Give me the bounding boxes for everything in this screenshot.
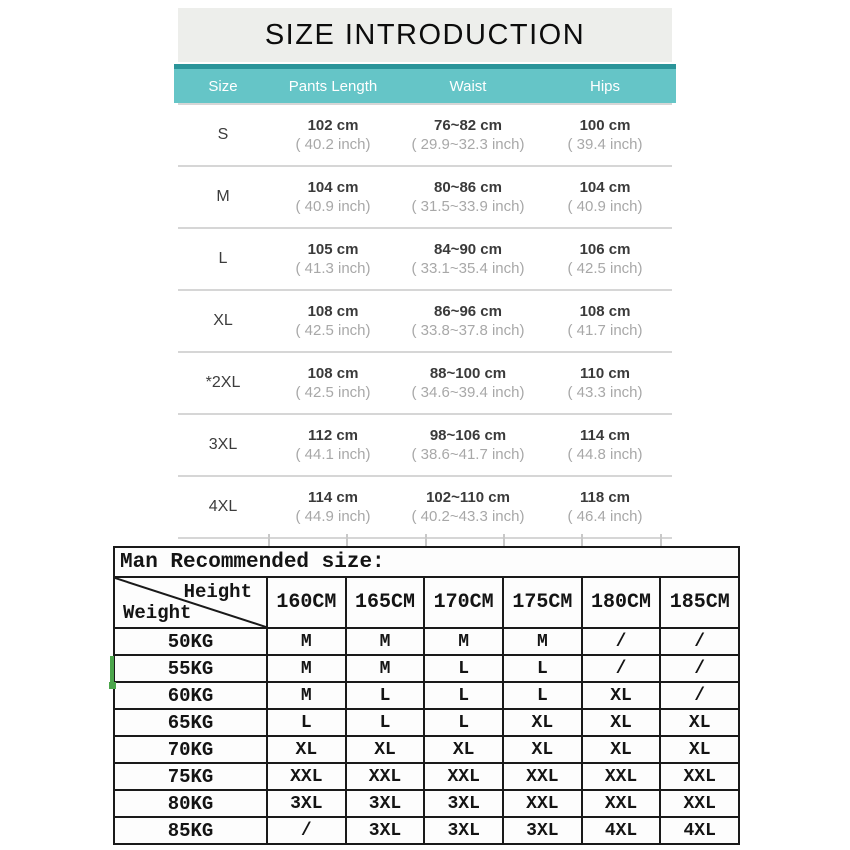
size-cell: L bbox=[425, 656, 504, 681]
hips-cm: 110 cm bbox=[579, 365, 631, 382]
size-cell: 3XL bbox=[504, 818, 583, 843]
recommend-table-title: Man Recommended size: bbox=[115, 548, 738, 578]
corner-height-label: Height bbox=[183, 581, 252, 603]
height-header-165: 165CM bbox=[347, 578, 426, 627]
length-inch: ( 41.3 inch) bbox=[295, 260, 371, 277]
size-cell: / bbox=[268, 818, 347, 843]
length-inch: ( 44.9 inch) bbox=[295, 508, 371, 525]
table-row-l bbox=[178, 229, 672, 291]
waist-cm: 84~90 cm bbox=[434, 241, 502, 258]
size-cell: XXL bbox=[583, 764, 662, 789]
green-selection-marker bbox=[110, 656, 114, 684]
size-cell: 3XL bbox=[425, 791, 504, 816]
size-cell: L bbox=[425, 710, 504, 735]
waist-inch: ( 40.2~43.3 inch) bbox=[411, 508, 525, 525]
size-cell: L bbox=[504, 656, 583, 681]
size-cell: XL bbox=[583, 737, 662, 762]
hips-cm: 108 cm bbox=[579, 303, 631, 320]
table-row-80kg bbox=[115, 791, 738, 818]
size-cell: XXL bbox=[583, 791, 662, 816]
waist-inch: ( 31.5~33.9 inch) bbox=[411, 198, 525, 215]
size-cell: M bbox=[268, 629, 347, 654]
length-inch: ( 42.5 inch) bbox=[295, 384, 371, 401]
hips-cm: 114 cm bbox=[579, 427, 631, 444]
column-line-stub bbox=[425, 534, 427, 546]
hips-cm: 100 cm bbox=[579, 117, 631, 134]
height-header-175: 175CM bbox=[504, 578, 583, 627]
page-title: SIZE INTRODUCTION bbox=[178, 8, 672, 62]
size-cell: L bbox=[347, 710, 426, 735]
size-introduction-table bbox=[178, 8, 672, 539]
hips-inch: ( 41.7 inch) bbox=[567, 322, 643, 339]
size-cell: 3XL bbox=[425, 818, 504, 843]
hips-inch: ( 46.4 inch) bbox=[567, 508, 643, 525]
table-row-55kg bbox=[115, 656, 738, 683]
hips-inch: ( 43.3 inch) bbox=[567, 384, 643, 401]
length-cm: 108 cm bbox=[307, 365, 359, 382]
hips-cm: 106 cm bbox=[579, 241, 631, 258]
size-cell: L bbox=[268, 710, 347, 735]
size-cell: M bbox=[347, 656, 426, 681]
table-row-65kg bbox=[115, 710, 738, 737]
size-cell: M bbox=[347, 629, 426, 654]
hips-inch: ( 44.8 inch) bbox=[567, 446, 643, 463]
waist-cm: 102~110 cm bbox=[426, 489, 510, 506]
weight-label: 65KG bbox=[115, 710, 268, 735]
size-cell: M bbox=[268, 683, 347, 708]
column-line-stub bbox=[660, 534, 662, 546]
waist-cm: 80~86 cm bbox=[434, 179, 502, 196]
column-header-hips: Hips bbox=[589, 77, 620, 95]
weight-label: 80KG bbox=[115, 791, 268, 816]
height-header-160: 160CM bbox=[268, 578, 347, 627]
size-cell: 3XL bbox=[347, 818, 426, 843]
size-cell: 4XL bbox=[583, 818, 662, 843]
table-row-2xl bbox=[178, 353, 672, 415]
table-row-70kg bbox=[115, 737, 738, 764]
weight-label: 50KG bbox=[115, 629, 268, 654]
green-selection-marker-dot bbox=[109, 682, 116, 689]
length-cm: 102 cm bbox=[307, 117, 359, 134]
column-line-stub bbox=[581, 534, 583, 546]
waist-cm: 98~106 cm bbox=[429, 427, 507, 444]
weight-label: 60KG bbox=[115, 683, 268, 708]
waist-cm: 76~82 cm bbox=[434, 117, 502, 134]
length-cm: 108 cm bbox=[307, 303, 359, 320]
length-cm: 112 cm bbox=[307, 427, 359, 444]
size-cell: L bbox=[347, 683, 426, 708]
table-row-75kg bbox=[115, 764, 738, 791]
size-cell: / bbox=[694, 631, 706, 652]
size-cell: XXL bbox=[347, 764, 426, 789]
length-inch: ( 40.2 inch) bbox=[295, 136, 371, 153]
size-cell: XL bbox=[504, 710, 583, 735]
man-recommended-size-table bbox=[113, 546, 740, 845]
size-cell: XXL bbox=[504, 764, 583, 789]
size-cell: / bbox=[694, 658, 706, 679]
length-inch: ( 40.9 inch) bbox=[295, 198, 371, 215]
hips-inch: ( 42.5 inch) bbox=[567, 260, 643, 277]
size-label: M bbox=[216, 188, 230, 205]
size-table-body bbox=[178, 103, 672, 539]
size-cell: XL bbox=[688, 712, 711, 733]
hips-inch: ( 39.4 inch) bbox=[567, 136, 643, 153]
size-cell: 3XL bbox=[268, 791, 347, 816]
height-header-170: 170CM bbox=[425, 578, 504, 627]
size-cell: / bbox=[583, 629, 662, 654]
table-row-85kg bbox=[115, 818, 738, 843]
table-row-xl bbox=[178, 291, 672, 353]
table-row-50kg bbox=[115, 629, 738, 656]
waist-inch: ( 34.6~39.4 inch) bbox=[411, 384, 525, 401]
height-weight-corner-cell bbox=[115, 578, 268, 627]
size-cell: XXL bbox=[683, 766, 716, 787]
size-label: 3XL bbox=[208, 436, 238, 453]
weight-label: 55KG bbox=[115, 656, 268, 681]
size-cell: XL bbox=[425, 737, 504, 762]
size-cell: / bbox=[583, 656, 662, 681]
length-inch: ( 42.5 inch) bbox=[295, 322, 371, 339]
size-cell: XL bbox=[583, 710, 662, 735]
size-cell: / bbox=[694, 685, 706, 706]
size-label: L bbox=[218, 250, 228, 267]
size-cell: XL bbox=[347, 737, 426, 762]
column-header-waist: Waist bbox=[449, 77, 487, 95]
size-label: *2XL bbox=[205, 374, 241, 391]
size-cell: XL bbox=[268, 737, 347, 762]
height-header-180: 180CM bbox=[583, 578, 662, 627]
table-row-3xl bbox=[178, 415, 672, 477]
size-cell: XL bbox=[583, 683, 662, 708]
size-cell: XL bbox=[688, 739, 711, 760]
waist-cm: 86~96 cm bbox=[434, 303, 502, 320]
length-inch: ( 44.1 inch) bbox=[295, 446, 371, 463]
size-cell: XXL bbox=[268, 764, 347, 789]
weight-label: 85KG bbox=[115, 818, 268, 843]
column-line-stub bbox=[268, 534, 270, 546]
length-cm: 104 cm bbox=[307, 179, 359, 196]
size-cell: XXL bbox=[683, 793, 716, 814]
column-line-stub bbox=[346, 534, 348, 546]
waist-inch: ( 29.9~32.3 inch) bbox=[411, 136, 525, 153]
table-row-4xl bbox=[178, 477, 672, 539]
waist-inch: ( 33.8~37.8 inch) bbox=[411, 322, 525, 339]
recommend-table-header bbox=[115, 578, 738, 629]
size-cell: M bbox=[268, 656, 347, 681]
weight-label: 75KG bbox=[115, 764, 268, 789]
weight-label: 70KG bbox=[115, 737, 268, 762]
size-label: XL bbox=[213, 312, 233, 329]
table-row-60kg bbox=[115, 683, 738, 710]
hips-cm: 118 cm bbox=[579, 489, 631, 506]
size-cell: XXL bbox=[425, 764, 504, 789]
corner-weight-label: Weight bbox=[123, 602, 192, 624]
column-header-size: Size bbox=[208, 77, 238, 95]
size-label: 4XL bbox=[208, 498, 238, 515]
length-cm: 105 cm bbox=[307, 241, 359, 258]
waist-inch: ( 33.1~35.4 inch) bbox=[411, 260, 525, 277]
size-cell: 3XL bbox=[347, 791, 426, 816]
size-cell: XL bbox=[504, 737, 583, 762]
height-header-185: 185CM bbox=[669, 591, 730, 614]
size-cell: L bbox=[504, 683, 583, 708]
size-cell: 4XL bbox=[683, 820, 716, 841]
column-line-stub bbox=[503, 534, 505, 546]
length-cm: 114 cm bbox=[307, 489, 359, 506]
size-cell: XXL bbox=[504, 791, 583, 816]
size-label: S bbox=[217, 126, 229, 143]
waist-inch: ( 38.6~41.7 inch) bbox=[411, 446, 525, 463]
hips-cm: 104 cm bbox=[579, 179, 631, 196]
size-table-header bbox=[174, 64, 676, 103]
size-cell: M bbox=[504, 629, 583, 654]
table-row-s bbox=[178, 105, 672, 167]
size-cell: L bbox=[425, 683, 504, 708]
hips-inch: ( 40.9 inch) bbox=[567, 198, 643, 215]
waist-cm: 88~100 cm bbox=[429, 365, 507, 382]
column-header-length: Pants Length bbox=[288, 77, 378, 95]
size-cell: M bbox=[425, 629, 504, 654]
table-row-m bbox=[178, 167, 672, 229]
